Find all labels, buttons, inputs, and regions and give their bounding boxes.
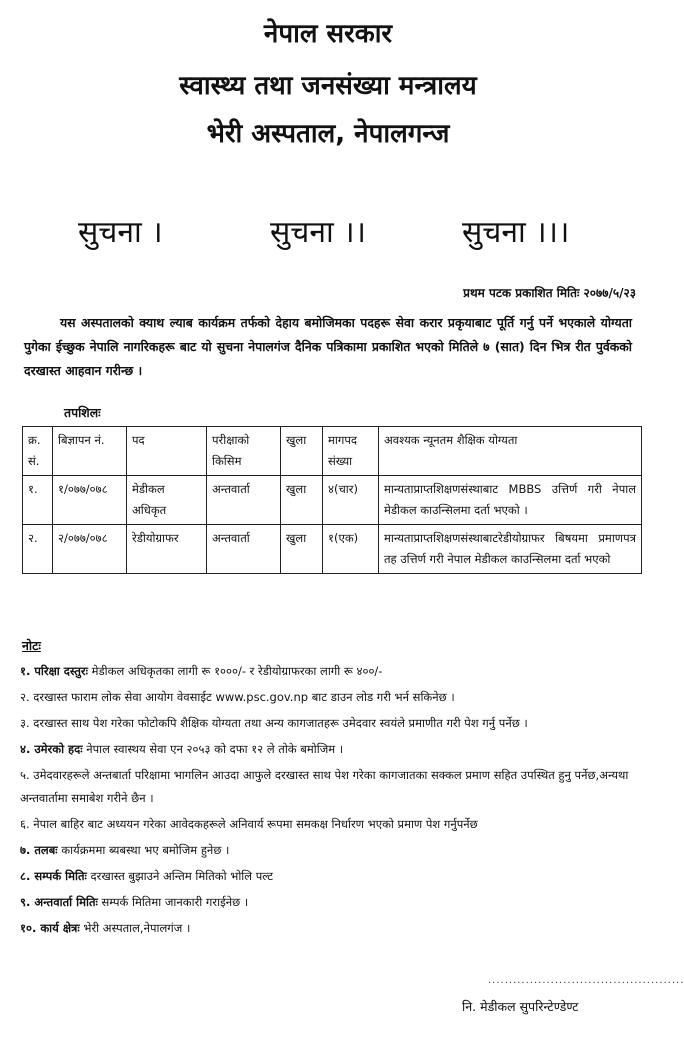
note-text: मेडीकल अधिकृतका लागी रू १०००/- र रेडीयोग्राफरका लागी रू ४००/-	[87, 664, 383, 678]
note-item	[20, 764, 638, 810]
note-item	[20, 686, 638, 709]
notice-heading-3: सुचना ।।।	[462, 215, 570, 250]
table-row	[23, 476, 642, 525]
ministry-title: स्वास्थ्य तथा जनसंख्या मन्त्रालय	[179, 71, 477, 101]
cell-count: ४(चार)	[323, 476, 379, 525]
note-text: ५. उमेदवारहरूले अन्तबार्ता परिक्षामा भागलिन आउदा आफुले दरखास्त साथ पेश गरेका कागजातका सक्कल प्रमाण सहित उपस्थित हुनु पर्नेछ,अन्यथा अन्तवार्तामा समाबेश गरीने छैन ।	[20, 768, 629, 805]
col-header-open: खुला	[281, 427, 323, 476]
note-item	[20, 712, 638, 735]
col-header-exam-type: परीक्षाको किसिम	[207, 427, 281, 476]
table-row	[23, 525, 642, 574]
signatory-title: नि. मेडीकल सुपरिन्टेण्डेण्ट	[462, 999, 579, 1014]
cell-count: १(एक)	[323, 525, 379, 574]
cell-qualification: मान्यताप्राप्तशिक्षणसंस्थाबाटरेडीयोग्राफर बिषयमा प्रमाणपत्र तह उत्तिर्ण गरी नेपाल मेडीकल काउन्सिलमा दर्ता भएको	[379, 525, 642, 574]
note-text: ६. नेपाल बाहिर बाट अध्ययन गरेका आवेदकहरूले अनिवार्य रूपमा समकक्ष निर्धारण भएको प्रमाण पेश गर्नुपर्नेछ	[20, 817, 478, 831]
cell-ad-no: १/०७७/०७८	[53, 476, 127, 525]
note-item	[20, 839, 638, 862]
hospital-title: भेरी अस्पताल, नेपालगन्ज	[206, 119, 450, 149]
details-label: तपशिलः	[64, 405, 101, 420]
cell-qualification: मान्यताप्राप्तशिक्षणसंस्थाबाट MBBS उत्तिर्ण गरी नेपाल मेडीकल काउन्सिलमा दर्ता भएको ।	[379, 476, 642, 525]
note-label: ९. अन्तवार्ता मितिः	[20, 895, 98, 909]
notes-list	[20, 660, 638, 943]
cell-exam-type: अन्तवार्ता	[207, 525, 281, 574]
note-label: ७. तलबः	[20, 843, 58, 857]
government-title: नेपाल सरकार	[263, 19, 393, 49]
note-label: १०. कार्य क्षेत्रः	[20, 921, 80, 935]
col-header-qualification: अवश्यक न्यूनतम शैक्षिक योग्यता	[379, 427, 642, 476]
publication-date: प्रथम पटक प्रकाशित मितिः २०७७/५/२३	[463, 286, 636, 300]
note-text: भेरी अस्पताल,नेपालगंज ।	[79, 921, 191, 935]
intro-paragraph: यस अस्पतालको क्याथ ल्याब कार्यक्रम तर्फको देहाय बमोजिमका पदहरू सेवा करार प्रकृयाबाट पूर्ति गर्नु पर्ने भएकाले योग्यता पुगेका ईच्छुक नेपालि नागरिकहरू बाट यो सुचना नेपालगंज दैनिक पत्रिकामा प्रकाशित भएको मितिले ७ (सात) दिन भित्र रीत पुर्वकको दरखास्त आहवान गरीन्छ ।	[24, 315, 632, 378]
note-item	[20, 660, 638, 683]
note-label: ४. उमेरको हदः	[20, 742, 83, 756]
cell-open: खुला	[281, 525, 323, 574]
table-header-row	[23, 427, 642, 476]
note-item	[20, 738, 638, 761]
cell-exam-type: अन्तवार्ता	[207, 476, 281, 525]
note-text: ३. दरखास्त साथ पेश गरेका फोटोकपि शैक्षिक योग्यता तथा अन्य कागजातहरू उमेदवार स्वयंले प्रमाणीत गरी पेश गर्नु पर्नेछ ।	[20, 716, 528, 730]
cell-serial: २.	[23, 525, 53, 574]
note-label: १. परिक्षा दस्तुरः	[20, 664, 88, 678]
col-header-ad-no: बिज्ञापन नं.	[53, 427, 127, 476]
cell-post: रेडीयोग्राफर	[127, 525, 207, 574]
col-header-post: पद	[127, 427, 207, 476]
note-text: नेपाल स्वास्थय सेवा एन २०५३ को दफा १२ ले तोके बमोजिम ।	[82, 742, 344, 756]
cell-ad-no: २/०७७/०७८	[53, 525, 127, 574]
note-text: २. दरखास्त फाराम लोक सेवा आयोग वेवसाईट www.psc.gov.np बाट डाउन लोड गरी भर्न सकिनेछ ।	[20, 690, 455, 704]
note-item	[20, 891, 638, 914]
cell-open: खुला	[281, 476, 323, 525]
signature-line: ...............................................	[488, 975, 684, 986]
note-item	[20, 917, 638, 940]
note-item	[20, 813, 638, 836]
notes-title: नोटः	[22, 638, 41, 653]
cell-serial: १.	[23, 476, 53, 525]
col-header-serial: क्र. सं.	[23, 427, 53, 476]
note-text: कार्यक्रममा ब्यबस्था भए बमोजिम हुनेछ ।	[57, 843, 230, 857]
note-text: दरखास्त बुझाउने अन्तिम मितिको भोलि पल्ट	[86, 869, 274, 883]
notice-heading-1: सुचना ।	[78, 215, 163, 250]
note-item	[20, 865, 638, 888]
col-header-count: मागपद संख्या	[323, 427, 379, 476]
note-text: सम्पर्क मितिमा जानकारी गराईनेछ ।	[97, 895, 249, 909]
vacancy-table	[22, 426, 642, 574]
note-label: ८. सम्पर्क मितिः	[20, 869, 87, 883]
notice-heading-2: सुचना ।।	[270, 215, 367, 250]
cell-post: मेडीकल अधिकृत	[127, 476, 207, 525]
